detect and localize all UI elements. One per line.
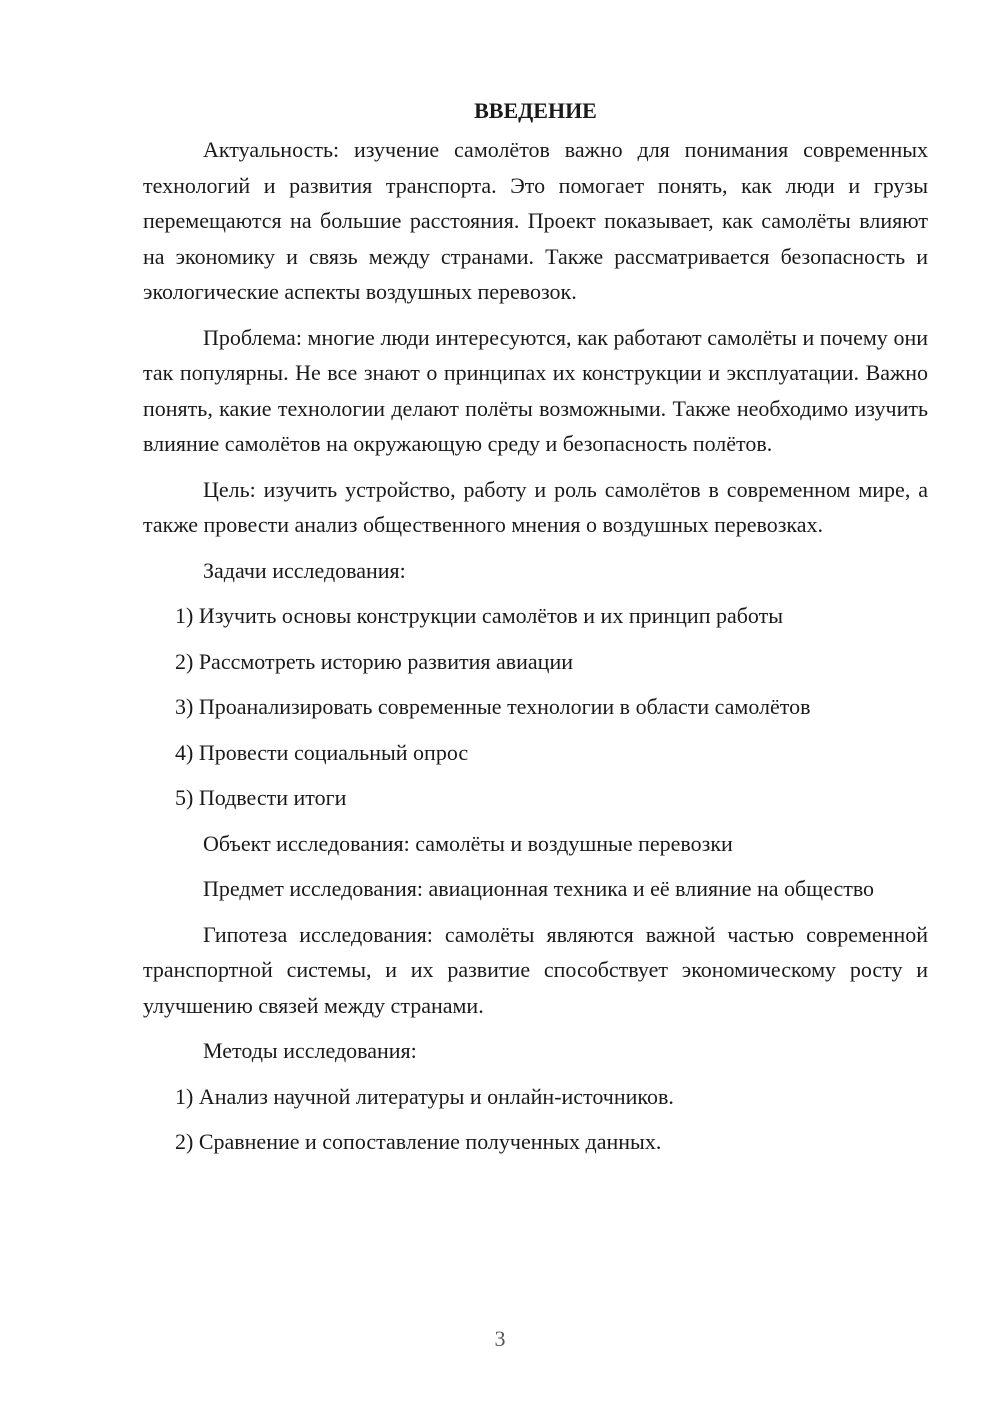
hypothesis-paragraph: Гипотеза исследования: самолёты являются важной частью современной транспортной системы, и их развитие способствует экономическому росту и улучшению связей между странами. [143, 921, 928, 1018]
list-item: 3) Проанализировать современные технологии в области самолётов [175, 694, 811, 719]
object-paragraph: Объект исследования: самолёты и воздушные перевозки [203, 830, 733, 856]
methods-heading: Методы исследования: [203, 1038, 417, 1063]
tasks-list [143, 598, 928, 816]
page-title: ВВЕДЕНИЕ [474, 98, 597, 123]
tasks-heading: Задачи исследования: [203, 557, 406, 583]
document-body [143, 93, 928, 1170]
relevance-paragraph: Актуальность: изучение самолётов важно для понимания современных технологий и развития транспорта. Это помогает понять, как люди и грузы перемещаются на большие расстояния. Проект показывает, как самолёты влияют на экономику и связь между странами. Также рассматривается безопасность и экологические аспекты воздушных перевозок. [143, 137, 928, 304]
list-item: 4) Провести социальный опрос [175, 739, 469, 765]
page-number: 3 [494, 1326, 506, 1351]
list-item: 1) Изучить основы конструкции самолётов и их принцип работы [175, 603, 784, 628]
methods-list [143, 1079, 928, 1160]
list-item: 1) Анализ научной литературы и онлайн-источников. [175, 1083, 674, 1109]
goal-paragraph: Цель: изучить устройство, работу и роль самолётов в современном мире, а также провести анализ общественного мнения о воздушных перевозках. [143, 476, 928, 537]
list-item: 2) Рассмотреть историю развития авиации [175, 648, 573, 674]
subject-paragraph: Предмет исследования: авиационная техника и её влияние на общество [203, 876, 875, 901]
list-item: 5) Подвести итоги [175, 785, 347, 810]
problem-paragraph: Проблема: многие люди интересуются, как работают самолёты и почему они так популярны. Не все знают о принципах их конструкции и эксплуатации. Важно понять, какие технологии делают полёты возможными. Также необходимо изучить влияние самолётов на окружающую среду и безопасность полётов. [143, 324, 928, 456]
list-item: 2) Сравнение и сопоставление полученных данных. [175, 1129, 662, 1154]
